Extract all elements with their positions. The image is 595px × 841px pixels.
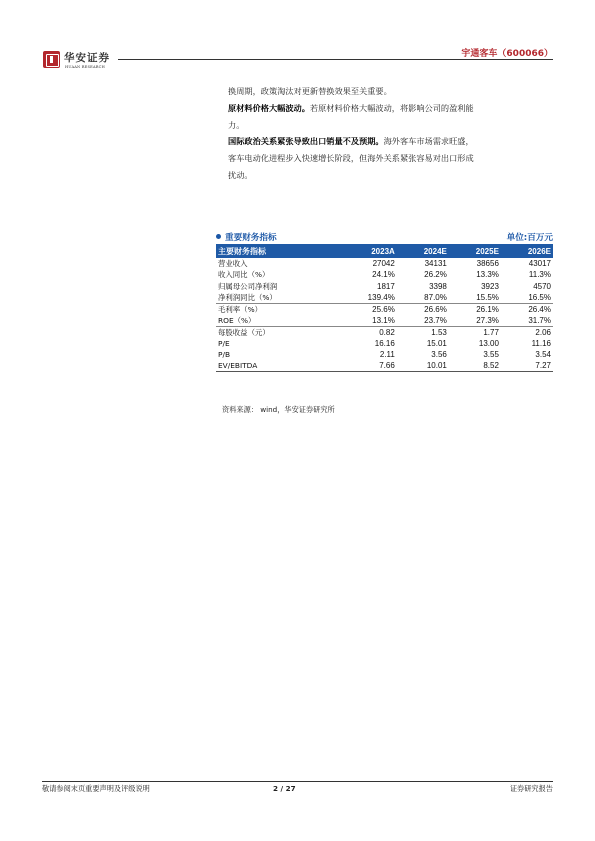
year-header-cell: 2025E [449,244,501,258]
paragraph-text: 换周期，政策淘汰对更新替换效果至关重要。 [228,86,392,96]
year-header-cell: 2026E [501,244,553,258]
paragraph-text: 若原材料价格大幅波动，将影响公司的盈利能 [309,103,474,113]
value-cell: 1.77 [449,326,501,338]
table-unit-label: 单位:百万元 [506,233,553,243]
value-cell: 4570 [533,281,551,291]
value-cell: 23.7% [424,315,447,325]
value-cell: 15.5% [476,292,499,302]
row-label: P/E [218,339,230,349]
value-cell: 13.00 [478,339,499,349]
paragraph-text: 扰动。 [228,170,253,180]
value-cell: 0.82 [337,326,397,338]
value-cell: 26.6% [397,303,449,315]
risk-heading-geopolitics: 国际政治关系紧张导致出口销量不及预期。 [228,136,384,146]
value-cell: 24.1% [372,270,395,280]
logo-text-cn: 华安证券 [64,52,110,64]
footer-report-type: 证券研究报告 [509,784,553,793]
header-divider [118,59,553,60]
value-cell: 7.66 [337,360,397,372]
table-row [216,315,553,327]
value-cell: 2.11 [379,350,395,360]
table-row [216,349,553,360]
paragraph-text: 客车电动化进程步入快速增长阶段，但海外关系紧张容易对出口形成 [228,153,474,163]
value-cell: 87.0% [424,292,447,302]
row-label: 营业收入 [218,259,248,269]
table-row [216,360,553,372]
report-header-title: 宇通客车（600066） [461,49,553,59]
table-row [216,303,553,315]
table-header-row [216,244,553,258]
bullet-dot-icon [216,234,221,239]
value-cell: 1.53 [397,326,449,338]
value-cell: 11.3% [528,270,551,280]
table-row [216,326,553,338]
table-row [216,269,553,280]
value-cell: 16.16 [374,339,395,349]
risk-paragraph-1 [228,83,558,100]
value-cell: 3.56 [431,350,447,360]
paragraph-text: 海外客车市场需求旺盛， [383,136,474,146]
header-label-cell: 主要财务指标 [216,244,337,258]
year-header-cell: 2024E [397,244,449,258]
logo-text-en: HUAAN RESEARCH [65,65,105,69]
page-number: 2 / 27 [273,784,296,793]
value-cell: 26.2% [424,270,447,280]
year-header-cell: 2023A [337,244,397,258]
table-source-note: 资料来源： wind，华安证券研究所 [222,405,335,414]
value-cell: 139.4% [367,292,395,302]
value-cell: 7.27 [501,360,553,372]
value-cell: 27.3% [476,315,499,325]
row-label: 每股收益（元） [216,326,337,338]
risk-paragraph-3 [228,133,558,184]
logo-seal-icon [43,51,60,68]
row-label: 毛利率（%） [216,303,337,315]
row-label: ROE（%） [218,315,256,325]
company-logo [43,50,123,72]
value-cell: 3923 [481,281,499,291]
row-label: EV/EBITDA [216,360,337,372]
value-cell: 26.1% [449,303,501,315]
value-cell: 3398 [429,281,447,291]
value-cell: 11.16 [531,339,551,349]
value-cell: 2.06 [501,326,553,338]
table-section-title [216,231,277,243]
value-cell: 15.01 [426,339,447,349]
row-label: P/B [218,350,231,360]
footer-disclaimer-note: 敬请参阅末页重要声明及评级说明 [42,784,150,793]
row-label: 归属母公司净利润 [218,281,278,291]
table-row [216,281,553,292]
value-cell: 13.3% [476,270,499,280]
value-cell: 26.4% [501,303,553,315]
value-cell: 13.1% [372,315,395,325]
value-cell: 34131 [424,259,447,269]
row-label: 净利润同比（%） [218,292,277,302]
value-cell: 43017 [528,259,551,269]
value-cell: 27042 [372,259,395,269]
financial-indicators-table [216,244,553,372]
paragraph-text: 力。 [228,120,245,130]
value-cell: 38656 [476,259,499,269]
value-cell: 16.5% [528,292,551,302]
risk-heading-raw-materials: 原材料价格大幅波动。 [228,103,310,113]
risk-paragraph-2 [228,100,558,134]
value-cell: 25.6% [337,303,397,315]
table-row [216,292,553,304]
value-cell: 8.52 [449,360,501,372]
table-row [216,338,553,349]
footer-divider [42,781,553,782]
value-cell: 3.54 [535,350,551,360]
value-cell: 3.55 [483,350,499,360]
value-cell: 1817 [377,281,395,291]
table-row [216,258,553,269]
section-title-text: 重要财务指标 [225,233,277,243]
value-cell: 31.7% [528,315,551,325]
value-cell: 10.01 [397,360,449,372]
row-label: 收入同比（%） [218,270,270,280]
